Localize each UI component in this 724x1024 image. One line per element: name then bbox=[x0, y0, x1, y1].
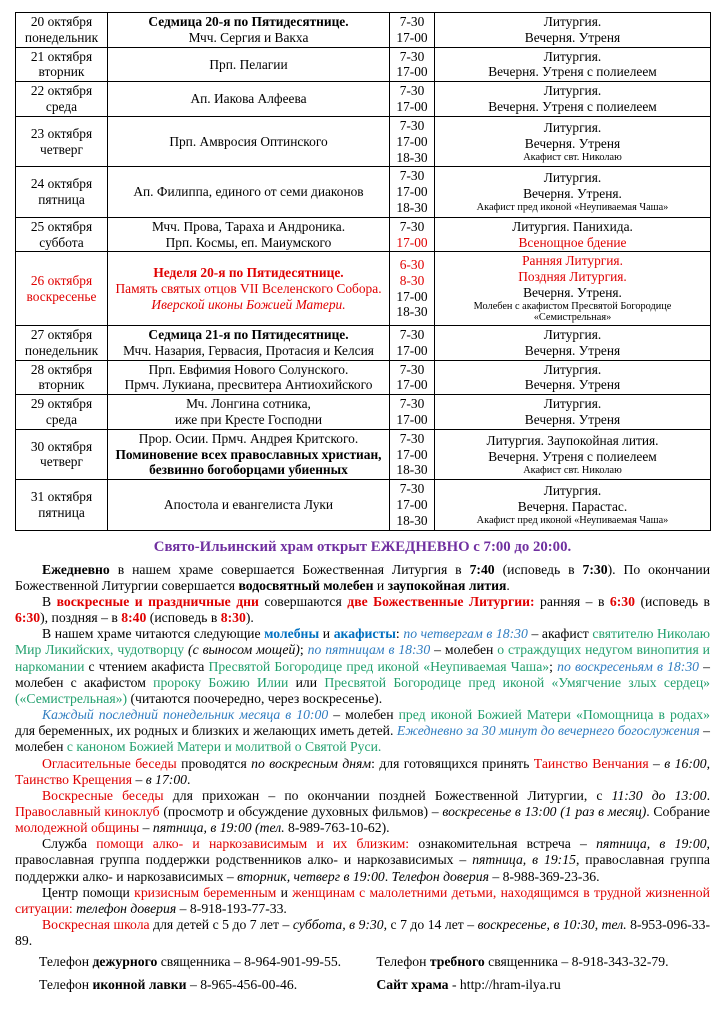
feast-line: Прмч. Лукиана, пресвитера Антиохийского bbox=[124, 377, 373, 393]
service-name: Литургия. bbox=[543, 120, 602, 136]
date-line: понедельник bbox=[24, 342, 99, 358]
service-time: 7-30 bbox=[399, 83, 425, 99]
schedule-table-body bbox=[16, 13, 711, 531]
text-run: . bbox=[706, 787, 710, 803]
date-line: среда bbox=[45, 411, 78, 427]
text-run: Телефон bbox=[376, 954, 430, 970]
date-line: среда bbox=[45, 99, 78, 115]
text-run: женщинам с малолетними детьми, находящимся в трудной жизненной ситуации: bbox=[15, 884, 710, 916]
service-time: 7-30 bbox=[399, 326, 425, 342]
feast-cell bbox=[108, 167, 390, 217]
feast-line: Прп. Космы, еп. Маиумского bbox=[165, 234, 332, 250]
date-line: 25 октября bbox=[30, 218, 93, 234]
service-time: 7-30 bbox=[399, 117, 425, 133]
feast-line: Мчч. Сергия и Вакха bbox=[188, 29, 309, 45]
service-time: 17-00 bbox=[396, 99, 428, 115]
text-run: . bbox=[187, 771, 191, 787]
service-name: Акафист пред иконой «Неупиваемая Чаша» bbox=[476, 202, 669, 214]
text-run: – молебен с акафистом bbox=[15, 658, 710, 690]
text-run: , с 7 до 14 лет – bbox=[383, 917, 478, 933]
service-time: 7-30 bbox=[399, 396, 425, 412]
info-paragraph bbox=[15, 836, 710, 884]
time-cell bbox=[390, 395, 435, 430]
feast-cell bbox=[108, 429, 390, 479]
service-cell bbox=[435, 13, 711, 48]
feast-line: иже при Кресте Господни bbox=[174, 411, 323, 427]
text-run: В bbox=[42, 593, 57, 609]
service-name: Литургия. bbox=[543, 483, 602, 499]
text-run: , bbox=[706, 755, 710, 771]
service-name: Литургия. bbox=[543, 326, 602, 342]
schedule-row bbox=[16, 252, 711, 326]
service-name: Акафист пред иконой «Неупиваемая Чаша» bbox=[476, 514, 669, 526]
text-run: молебны bbox=[264, 626, 320, 642]
service-name: Вечерня. Утреня с полиелеем bbox=[488, 64, 657, 80]
feast-cell bbox=[108, 252, 390, 326]
text-run: - http://hram-ilya.ru bbox=[448, 977, 561, 993]
date-line: вторник bbox=[38, 377, 85, 393]
time-cell bbox=[390, 116, 435, 166]
time-cell bbox=[390, 167, 435, 217]
time-cell bbox=[390, 429, 435, 479]
date-line: 23 октября bbox=[30, 125, 93, 141]
time-cell bbox=[390, 217, 435, 252]
service-name: Акафист свт. Николаю bbox=[523, 464, 622, 476]
text-run: совершаются bbox=[258, 593, 348, 609]
text-run: кризисным беременным bbox=[134, 884, 277, 900]
text-run: – bbox=[139, 820, 153, 836]
text-run: заупокойная лития bbox=[387, 577, 507, 593]
feast-line: Ап. Филиппа, единого от семи диаконов bbox=[133, 184, 364, 200]
text-run: и bbox=[319, 626, 334, 642]
text-run: в 17:00 bbox=[145, 771, 188, 787]
text-run: 8-989-763-10-62 bbox=[288, 820, 382, 836]
text-run: (просмотр и обсуждение духовных фильмов) – bbox=[159, 803, 443, 819]
text-run: . bbox=[384, 868, 392, 884]
service-time: 6-30 bbox=[399, 257, 425, 272]
feast-cell bbox=[108, 13, 390, 48]
text-run: (исповедь в bbox=[634, 593, 710, 609]
text-run: пред иконой Божией Матери «Помощница в родах» bbox=[398, 707, 710, 723]
service-name: Вечерня. Парастас. bbox=[517, 499, 628, 515]
text-run: в нашем храме совершается Божественная Литургия в bbox=[109, 561, 470, 577]
text-run: 8:30 bbox=[220, 610, 246, 626]
date-cell bbox=[16, 325, 108, 360]
text-run: 7:30 bbox=[582, 561, 608, 577]
contact-left bbox=[15, 954, 376, 970]
text-run: – молебен bbox=[328, 707, 399, 723]
service-cell bbox=[435, 82, 711, 117]
date-cell bbox=[16, 395, 108, 430]
schedule-row bbox=[16, 480, 711, 530]
date-line: пятница bbox=[38, 192, 85, 208]
date-cell bbox=[16, 429, 108, 479]
text-run: Таинство Крещения bbox=[15, 771, 133, 787]
date-line: 26 октября bbox=[30, 272, 93, 288]
time-cell bbox=[390, 47, 435, 82]
date-line: вторник bbox=[38, 64, 85, 80]
date-cell bbox=[16, 480, 108, 530]
text-run: помощи алко- и наркозависимым и их близким: bbox=[96, 836, 410, 852]
date-line: пятница bbox=[38, 504, 85, 520]
service-cell bbox=[435, 395, 711, 430]
service-name: Акафист свт. Николаю bbox=[523, 151, 622, 163]
text-run: (исповедь в bbox=[146, 610, 221, 626]
date-line: четверг bbox=[40, 141, 83, 157]
feast-line: Прп. Евфимия Нового Солунского. bbox=[148, 361, 349, 377]
text-run: пятница, в 19:00 (тел. bbox=[152, 820, 289, 836]
schedule-row bbox=[16, 82, 711, 117]
feast-line: Поминовение всех православных христиан, bbox=[115, 446, 382, 462]
time-cell bbox=[390, 82, 435, 117]
service-name: Молебен с акафистом Пресвятой Богородице «Семистрельная» bbox=[473, 300, 672, 324]
time-cell bbox=[390, 13, 435, 48]
schedule-row bbox=[16, 47, 711, 82]
contact-row bbox=[15, 977, 710, 993]
text-run: воскресные и праздничные дни bbox=[56, 593, 259, 609]
date-cell bbox=[16, 360, 108, 395]
text-run: и bbox=[373, 577, 388, 593]
text-run: – 8-918-193-77-33. bbox=[176, 900, 287, 916]
service-name: Вечерня. Утреня bbox=[524, 377, 621, 393]
text-run: воскресенье в 13:00 (1 раз в месяц) bbox=[442, 803, 647, 819]
date-line: суббота bbox=[39, 234, 84, 250]
service-time: 17-00 bbox=[396, 342, 428, 358]
service-time: 8-30 bbox=[399, 272, 425, 288]
info-paragraph bbox=[15, 917, 710, 949]
service-time: 17-00 bbox=[396, 411, 428, 427]
text-run: . Собрание bbox=[646, 803, 710, 819]
text-run: с чтением акафиста bbox=[84, 658, 209, 674]
text-run: 11:30 до 13:00 bbox=[611, 787, 707, 803]
text-run: с каноном Божией Матери и молитвой о Святой Руси. bbox=[66, 739, 382, 755]
text-run: вторник, четверг в 19:00 bbox=[237, 868, 385, 884]
feast-line: Седмица 20-я по Пятидесятнице. bbox=[148, 14, 349, 29]
date-line: 21 октября bbox=[30, 48, 93, 64]
schedule-row bbox=[16, 395, 711, 430]
feast-line: Прп. Амвросия Оптинского bbox=[169, 133, 328, 149]
info-paragraph bbox=[15, 885, 710, 917]
date-line: 22 октября bbox=[30, 83, 93, 99]
service-time: 18-30 bbox=[396, 149, 428, 165]
feast-line: Прор. Осии. Прмч. Андрея Критского. bbox=[138, 430, 359, 446]
info-paragraph bbox=[15, 594, 710, 626]
feast-line: Седмица 21-я по Пятидесятнице. bbox=[148, 326, 349, 342]
text-run: Огласительные беседы bbox=[42, 755, 177, 771]
service-cell bbox=[435, 252, 711, 326]
text-run: требного bbox=[429, 954, 485, 970]
text-run: (исповедь в bbox=[494, 561, 583, 577]
text-run: для прихожан – по окончании поздней Божественной Литургии, с bbox=[163, 787, 612, 803]
text-run: ранняя – в bbox=[534, 593, 610, 609]
schedule-row bbox=[16, 217, 711, 252]
text-run: Центр помощи bbox=[42, 884, 135, 900]
service-cell bbox=[435, 167, 711, 217]
time-cell bbox=[390, 252, 435, 326]
text-run: Служба bbox=[42, 836, 97, 852]
service-time: 18-30 bbox=[396, 512, 428, 528]
date-line: 28 октября bbox=[30, 361, 93, 377]
text-run: ознакомительная встреча – bbox=[409, 836, 597, 852]
service-name: Вечерня. Утреня bbox=[524, 411, 621, 427]
text-run: , bbox=[594, 917, 602, 933]
text-run: Православный киноклуб bbox=[15, 803, 160, 819]
text-run: воскресенье, в 10:30 bbox=[477, 917, 595, 933]
schedule-table bbox=[15, 12, 711, 531]
text-run: Воскресные беседы bbox=[42, 787, 164, 803]
text-run: Телефон доверия bbox=[391, 868, 489, 884]
text-run: ; bbox=[299, 642, 308, 658]
schedule-row bbox=[16, 167, 711, 217]
feast-line: Мч. Лонгина сотника, bbox=[186, 396, 311, 412]
text-run: , православная группа поддержки родственников алко- и наркозависимых – bbox=[15, 836, 710, 868]
feast-cell bbox=[108, 325, 390, 360]
service-cell bbox=[435, 116, 711, 166]
date-cell bbox=[16, 116, 108, 166]
contact-left bbox=[15, 977, 376, 993]
contact-right bbox=[376, 977, 710, 993]
text-run: – акафист bbox=[527, 626, 593, 642]
service-name: Литургия. Панихида. bbox=[512, 218, 633, 234]
text-run: о страждущих недугом винопития и наркомании bbox=[15, 642, 710, 674]
date-line: 24 октября bbox=[30, 176, 93, 192]
text-run: пятница, в 19:00 bbox=[596, 836, 707, 852]
feast-line: Мчч. Назария, Гервасия, Протасия и Келсия bbox=[123, 342, 374, 358]
service-time: 17-00 bbox=[396, 29, 428, 45]
text-run: Ежедневно за 30 минут до вечернего богослужения bbox=[396, 723, 700, 739]
text-run: проводятся bbox=[176, 755, 252, 771]
feast-line: Ап. Иакова Алфеева bbox=[190, 91, 307, 107]
feast-cell bbox=[108, 395, 390, 430]
date-cell bbox=[16, 47, 108, 82]
service-time: 7-30 bbox=[399, 481, 425, 497]
info-paragraph bbox=[15, 756, 710, 788]
service-name: Вечерня. Утреня с полиелеем bbox=[488, 448, 657, 464]
info-paragraph bbox=[15, 626, 710, 707]
date-cell bbox=[16, 13, 108, 48]
text-run: священника – 8-918-343-32-79. bbox=[484, 954, 669, 970]
text-run: или bbox=[288, 674, 325, 690]
service-name: Вечерня. Утреня. bbox=[523, 285, 622, 300]
text-run: пророку Божию Илии bbox=[153, 674, 289, 690]
date-line: 29 октября bbox=[30, 396, 93, 412]
service-time: 17-00 bbox=[396, 377, 428, 393]
text-run: по воскресным дням bbox=[251, 755, 372, 771]
service-time: 17-00 bbox=[396, 133, 428, 149]
schedule-row bbox=[16, 325, 711, 360]
schedule-row bbox=[16, 360, 711, 395]
text-run: . bbox=[506, 577, 510, 593]
feast-cell bbox=[108, 47, 390, 82]
text-run: ), поздняя – в bbox=[40, 610, 122, 626]
text-run: – молебен bbox=[15, 723, 711, 755]
feast-line: Прп. Пелагии bbox=[209, 56, 288, 72]
feast-line: Мчч. Прова, Тараха и Андроника. bbox=[151, 218, 346, 234]
service-name: Всенощное бдение bbox=[518, 234, 627, 250]
service-time: 7-30 bbox=[399, 14, 425, 29]
service-name: Литургия. bbox=[543, 48, 602, 64]
text-run: 6:30 bbox=[609, 593, 635, 609]
service-time: 17-00 bbox=[396, 184, 428, 200]
service-name: Литургия. bbox=[543, 14, 602, 29]
service-name: Ранняя Литургия. bbox=[522, 253, 623, 269]
service-name: Поздняя Литургия. bbox=[518, 269, 627, 285]
text-run: : bbox=[395, 626, 404, 642]
date-line: 20 октября bbox=[30, 14, 93, 29]
feast-line: Иверской иконы Божией Матери. bbox=[151, 296, 346, 312]
text-run: для детей с 5 до 7 лет – bbox=[149, 917, 293, 933]
text-run: две Божественные Литургии: bbox=[347, 593, 535, 609]
service-name: Литургия. Заупокойная лития. bbox=[486, 432, 659, 448]
text-run: по пятницам в 18:30 bbox=[307, 642, 431, 658]
text-run: : для готовящихся принять bbox=[371, 755, 534, 771]
date-line: 27 октября bbox=[30, 326, 93, 342]
text-run: Таинство Венчания bbox=[533, 755, 649, 771]
service-time: 7-30 bbox=[399, 430, 425, 446]
text-run: священника – 8-964-901-99-55. bbox=[157, 954, 342, 970]
text-run: ). По окончании Божественной Литургии совершается bbox=[15, 561, 711, 593]
text-run: в 16:00 bbox=[664, 755, 707, 771]
text-run: для беременных, их родных и близких и желающих иметь детей. bbox=[15, 723, 397, 739]
text-run: – 8-988-369-23-36. bbox=[488, 868, 600, 884]
service-name: Вечерня. Утреня. bbox=[523, 186, 622, 202]
text-run: ; bbox=[549, 658, 558, 674]
contact-right bbox=[376, 954, 710, 970]
service-name: Литургия. bbox=[543, 170, 602, 186]
service-time: 17-00 bbox=[396, 64, 428, 80]
service-cell bbox=[435, 480, 711, 530]
feast-cell bbox=[108, 217, 390, 252]
church-open-notice: Свято-Ильинский храм открыт ЕЖЕДНЕВНО с 7:00 до 20:00. bbox=[153, 538, 572, 555]
contact-row bbox=[15, 954, 710, 970]
text-run: В нашем храме читаются следующие bbox=[42, 626, 265, 642]
text-run: дежурного bbox=[92, 954, 158, 970]
text-run: 8-953-096-33-89. bbox=[15, 917, 710, 949]
service-time: 17-00 bbox=[396, 446, 428, 462]
text-run: Сайт храма bbox=[376, 977, 449, 993]
text-run: 6:30 bbox=[15, 610, 41, 626]
date-line: воскресенье bbox=[26, 288, 97, 304]
service-time: 17-00 bbox=[396, 497, 428, 512]
feast-line: Память святых отцов VII Вселенского Собора. bbox=[115, 280, 382, 296]
info-paragraph bbox=[15, 562, 710, 594]
text-run: ). bbox=[245, 610, 254, 626]
date-cell bbox=[16, 82, 108, 117]
feast-line: Неделя 20-я по Пятидесятнице. bbox=[153, 264, 344, 280]
text-run: 8:40 bbox=[121, 610, 147, 626]
time-cell bbox=[390, 360, 435, 395]
info-paragraph bbox=[15, 788, 710, 836]
service-cell bbox=[435, 217, 711, 252]
text-run: молодежной общины bbox=[15, 820, 140, 836]
service-cell bbox=[435, 360, 711, 395]
text-run: – молебен bbox=[430, 642, 498, 658]
text-run: акафисты bbox=[333, 626, 396, 642]
text-run: – bbox=[648, 755, 665, 771]
service-name: Литургия. bbox=[543, 396, 602, 412]
date-line: 30 октября bbox=[30, 438, 93, 454]
service-time: 18-30 bbox=[396, 304, 428, 320]
service-name: Литургия. bbox=[543, 361, 602, 377]
text-run: пятница, в 19:15 bbox=[472, 852, 576, 868]
service-time: 7-30 bbox=[399, 361, 425, 377]
service-name: Вечерня. Утреня с полиелеем bbox=[488, 99, 657, 115]
feast-cell bbox=[108, 116, 390, 166]
text-run: Телефон bbox=[39, 954, 93, 970]
service-time: 7-30 bbox=[399, 168, 425, 184]
time-cell bbox=[390, 480, 435, 530]
feast-cell bbox=[108, 360, 390, 395]
text-run: водосвятный молебен bbox=[238, 577, 374, 593]
text-run: Телефон bbox=[39, 977, 93, 993]
text-run: (читаются поочередно, через воскресенье). bbox=[127, 690, 383, 706]
info-paragraph bbox=[15, 707, 710, 755]
text-run: 7:40 bbox=[469, 561, 495, 577]
service-name: Вечерня. Утреня bbox=[524, 342, 621, 358]
service-cell bbox=[435, 47, 711, 82]
service-name: Вечерня. Утреня bbox=[524, 29, 621, 45]
text-run: по четвергам в 18:30 bbox=[403, 626, 528, 642]
text-run: – 8-965-456-00-46. bbox=[186, 977, 298, 993]
schedule-row bbox=[16, 13, 711, 48]
feast-line: Апостола и евангелиста Луки bbox=[163, 497, 334, 512]
text-run: Пресвятой Богородице пред иконой «Умягчение злых сердец» («Семистрельная») bbox=[15, 674, 711, 706]
text-run: телефон доверия bbox=[76, 900, 177, 916]
service-time: 7-30 bbox=[399, 48, 425, 64]
service-time: 17-00 bbox=[396, 288, 428, 304]
text-run: по воскресеньям в 18:30 bbox=[557, 658, 700, 674]
date-line: 31 октября bbox=[30, 489, 93, 505]
text-run: Пресвятой Богородице пред иконой «Неупиваемая Чаша» bbox=[208, 658, 550, 674]
service-time: 18-30 bbox=[396, 199, 428, 215]
text-run: Каждый последний понедельник месяца в 10:00 bbox=[42, 707, 329, 723]
date-cell bbox=[16, 167, 108, 217]
schedule-row bbox=[16, 429, 711, 479]
service-name: Литургия. bbox=[543, 83, 602, 99]
text-run: тел. bbox=[601, 917, 627, 933]
text-run: Воскресная школа bbox=[42, 917, 150, 933]
text-run: ). bbox=[381, 820, 390, 836]
text-run: (с выносом мощей) bbox=[188, 642, 300, 658]
text-run: , православная группа поддержки алко- и наркозависимых – bbox=[15, 852, 710, 884]
date-line: понедельник bbox=[24, 29, 99, 45]
service-name: Вечерня. Утреня bbox=[524, 135, 621, 151]
service-cell bbox=[435, 429, 711, 479]
feast-cell bbox=[108, 480, 390, 530]
footer-contacts bbox=[15, 954, 710, 993]
feast-line: безвинно богоборцами убиенных bbox=[149, 462, 348, 478]
service-cell bbox=[435, 325, 711, 360]
schedule-row bbox=[16, 116, 711, 166]
date-line: четверг bbox=[40, 454, 83, 470]
text-run: и bbox=[276, 884, 293, 900]
time-cell bbox=[390, 325, 435, 360]
feast-cell bbox=[108, 82, 390, 117]
text-run: святителю Николаю Мир Ликийских, чудотворцу bbox=[15, 626, 711, 658]
text-run: суббота, в 9:30 bbox=[292, 917, 384, 933]
text-run: Ежедневно bbox=[42, 561, 110, 577]
service-time: 7-30 bbox=[399, 218, 425, 234]
date-cell bbox=[16, 252, 108, 326]
text-run: иконной лавки bbox=[92, 977, 187, 993]
date-cell bbox=[16, 217, 108, 252]
service-time: 17-00 bbox=[396, 234, 428, 250]
service-time: 18-30 bbox=[396, 462, 428, 478]
info-paragraphs bbox=[15, 562, 710, 950]
text-run: – bbox=[132, 771, 146, 787]
